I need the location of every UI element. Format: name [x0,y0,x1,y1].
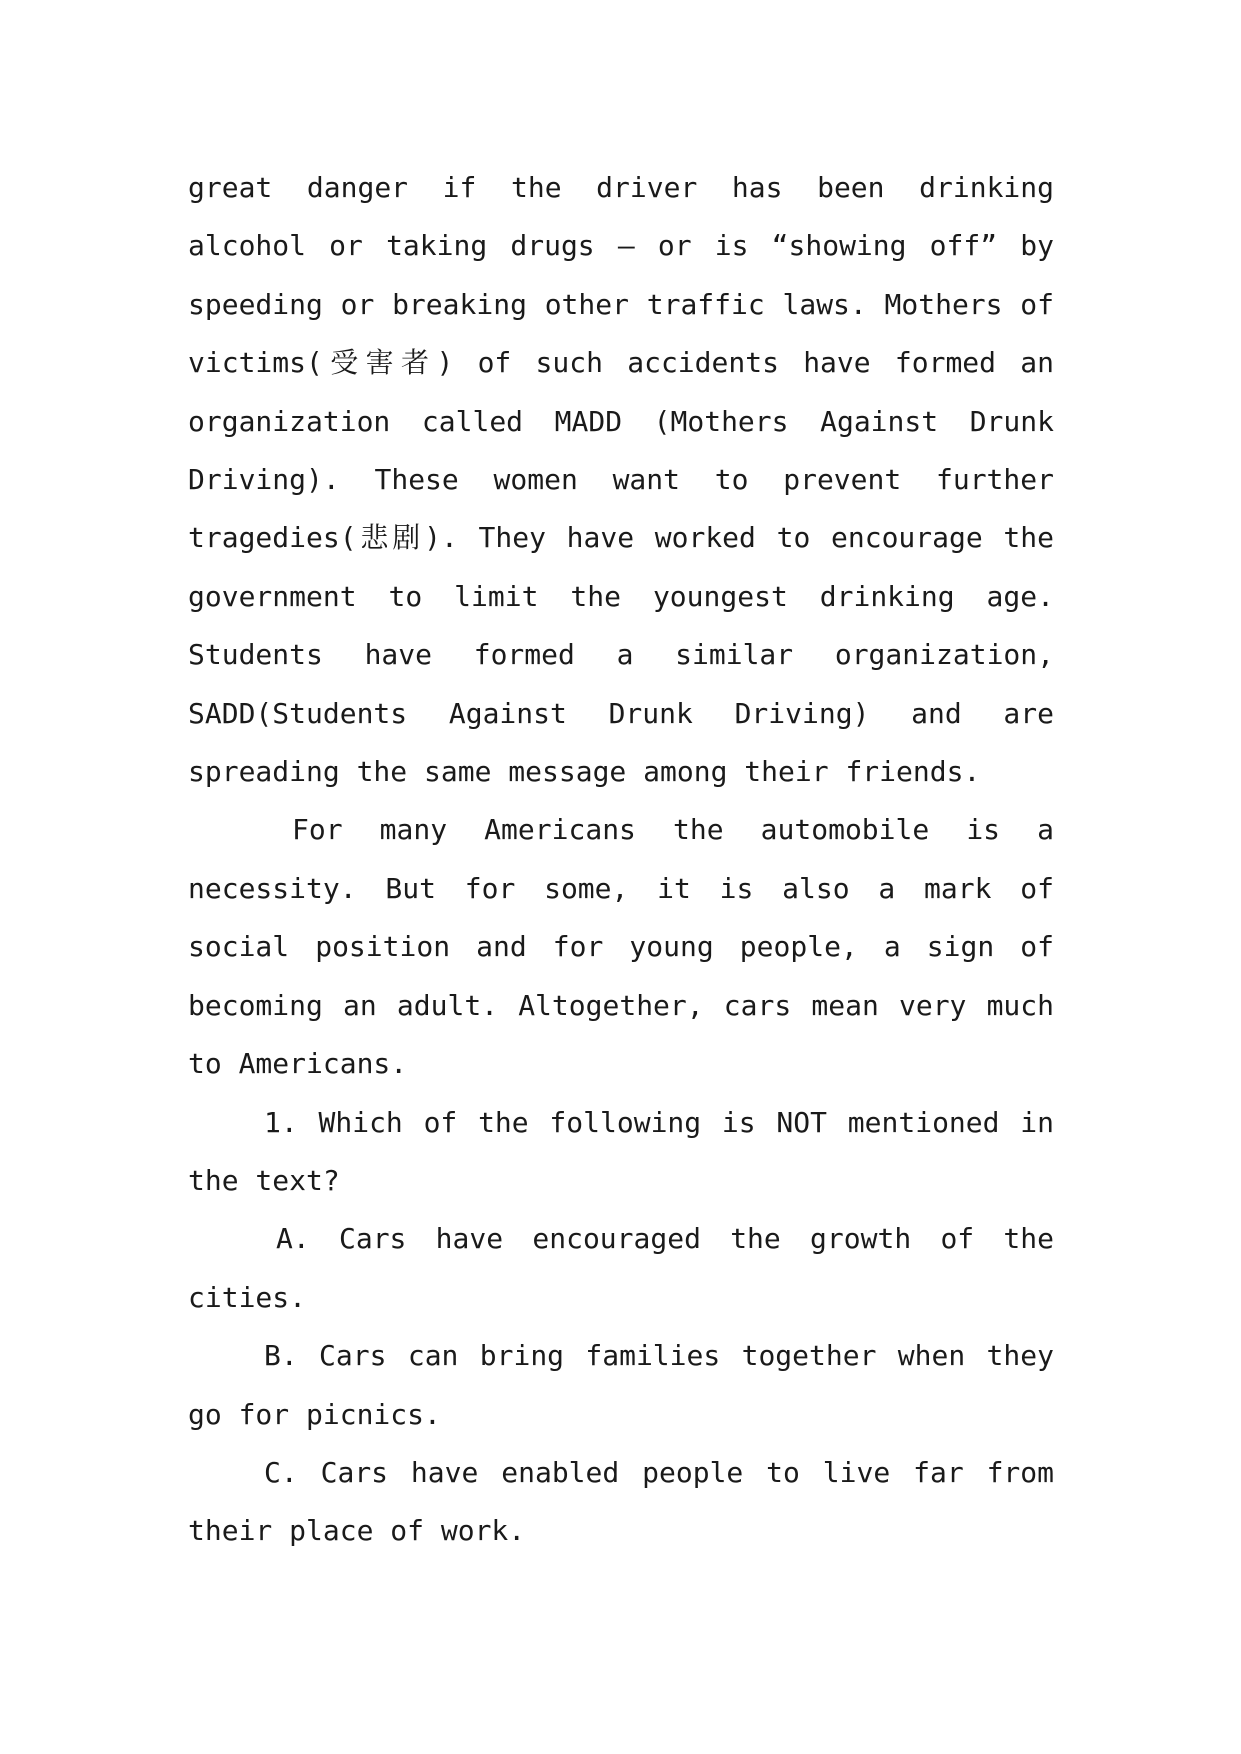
question-1: 1. Which of the following is NOT mentioned in the text? [188,1105,1054,1197]
paragraph-automobile-importance: For many Americans the automobile is a necessity. But for some, it is also a mark of social position and for young people, a sign of becoming an adult. Altogether, cars mean very much to Americans. [188,813,1054,1081]
option-a: A. Cars have encouraged the growth of the cities. [188,1222,1054,1314]
paragraph-drunk-driving: great danger if the driver has been drinking alcohol or taking drugs — or is “showing off” by speeding or breaking other traffic laws. Mothers of victims(受害者) of such accidents have formed an organization called MADD (Mothers Against Drunk Driving). These women want to prevent further tragedies(悲剧). They have worked to encourage the government to limit the youngest drinking age. Students have formed a similar organization, SADD(Students Against Drunk Driving) and are spreading the same message among their friends. [188,171,1054,789]
option-b: B. Cars can bring families together when they go for picnics. [188,1339,1054,1431]
option-c: C. Cars have enabled people to live far from their place of work. [188,1455,1054,1548]
document-body [188,159,1054,1561]
